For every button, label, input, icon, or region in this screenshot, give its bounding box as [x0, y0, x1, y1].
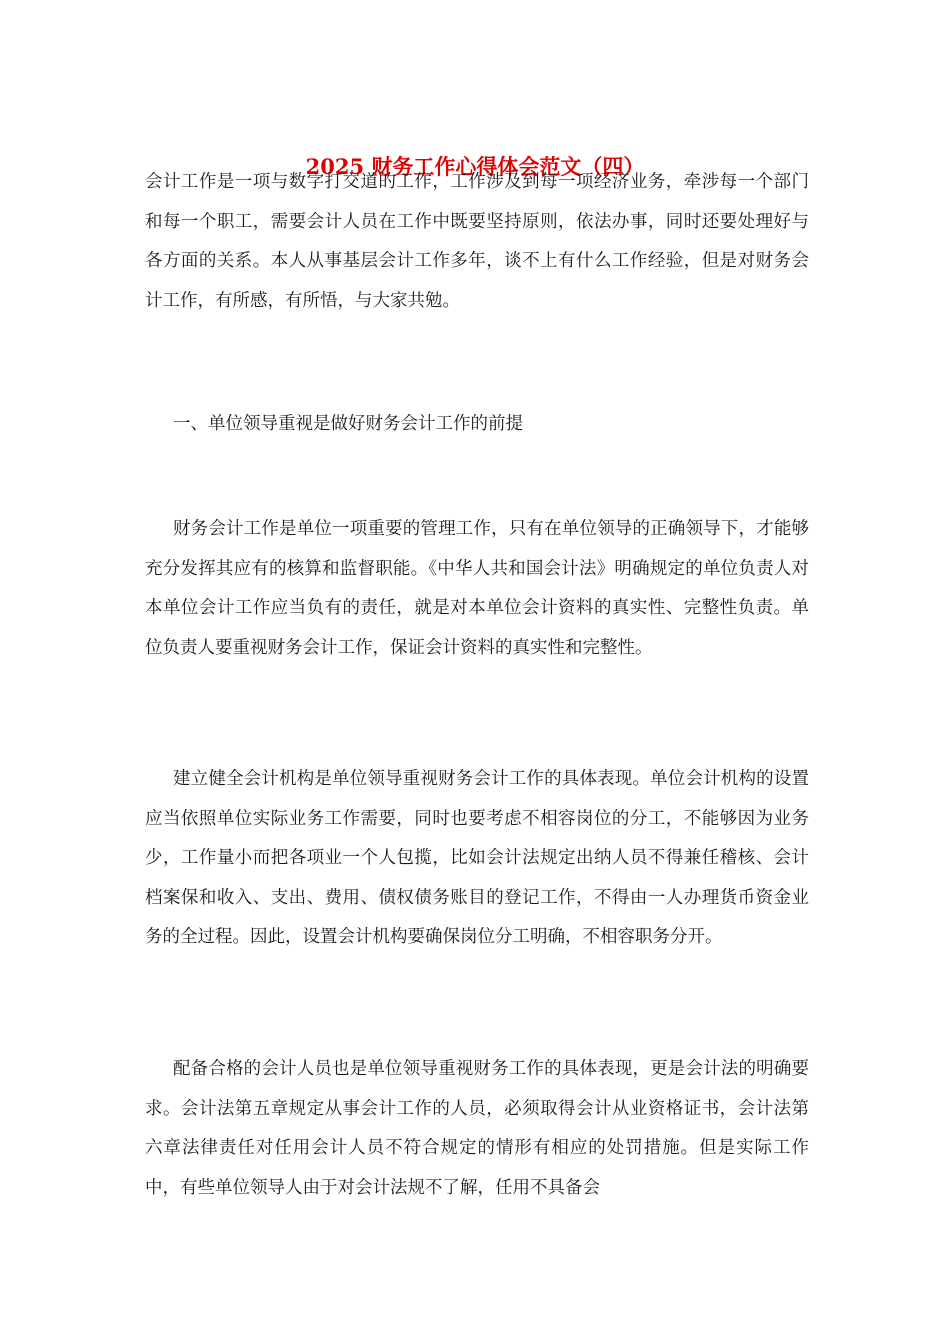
body-paragraph: 财务会计工作是单位一项重要的管理工作，只有在单位领导的正确领导下，才能够充分发挥其应有的核算和监督职能。《中华人共和国会计法》明确规定的单位负责人对本单位会计工作应当负有的责任，就是对本单位会计资料的真实性、完整性负责。单位负责人要重视财务会计工作，保证会计资料的真实性和完整性。: [145, 519, 809, 658]
body-paragraph: 配备合格的会计人员也是单位领导重视财务工作的具体表现，更是会计法的明确要求。会计法第五章规定从事会计工作的人员，必须取得会计从业资格证书，会计法第六章法律责任对任用会计人员不符合规定的情形有相应的处罚措施。但是实际工作中，有些单位领导人由于对会计法规不了解，任用不具备会: [145, 1059, 809, 1198]
body-paragraph: 建立健全会计机构是单位领导重视财务会计工作的具体表现。单位会计机构的设置应当依照单位实际业务工作需要，同时也要考虑不相容岗位的分工，不能够因为业务少，工作量小而把各项业一个人包揽，比如会计法规定出纳人员不得兼任稽核、会计档案保和收入、支出、费用、债权债务账目的登记工作，不得由一人办理货币资金业务的全过程。因此，设置会计机构要确保岗位分工明确，不相容职务分开。: [145, 769, 809, 947]
section-heading: 一、单位领导重视是做好财务会计工作的前提: [173, 414, 523, 434]
document-title: 2025 财务工作心得体会范文（四）: [305, 154, 645, 179]
intro-paragraph: 会计工作是一项与数字打交道的工作，工作涉及到每一项经济业务，牵涉每一个部门和每一个职工，需要会计人员在工作中既要坚持原则，依法办事，同时还要处理好与各方面的关系。本人从事基层会计工作多年，谈不上有什么工作经验，但是对财务会计工作，有所感，有所悟，与大家共勉。: [145, 172, 809, 311]
